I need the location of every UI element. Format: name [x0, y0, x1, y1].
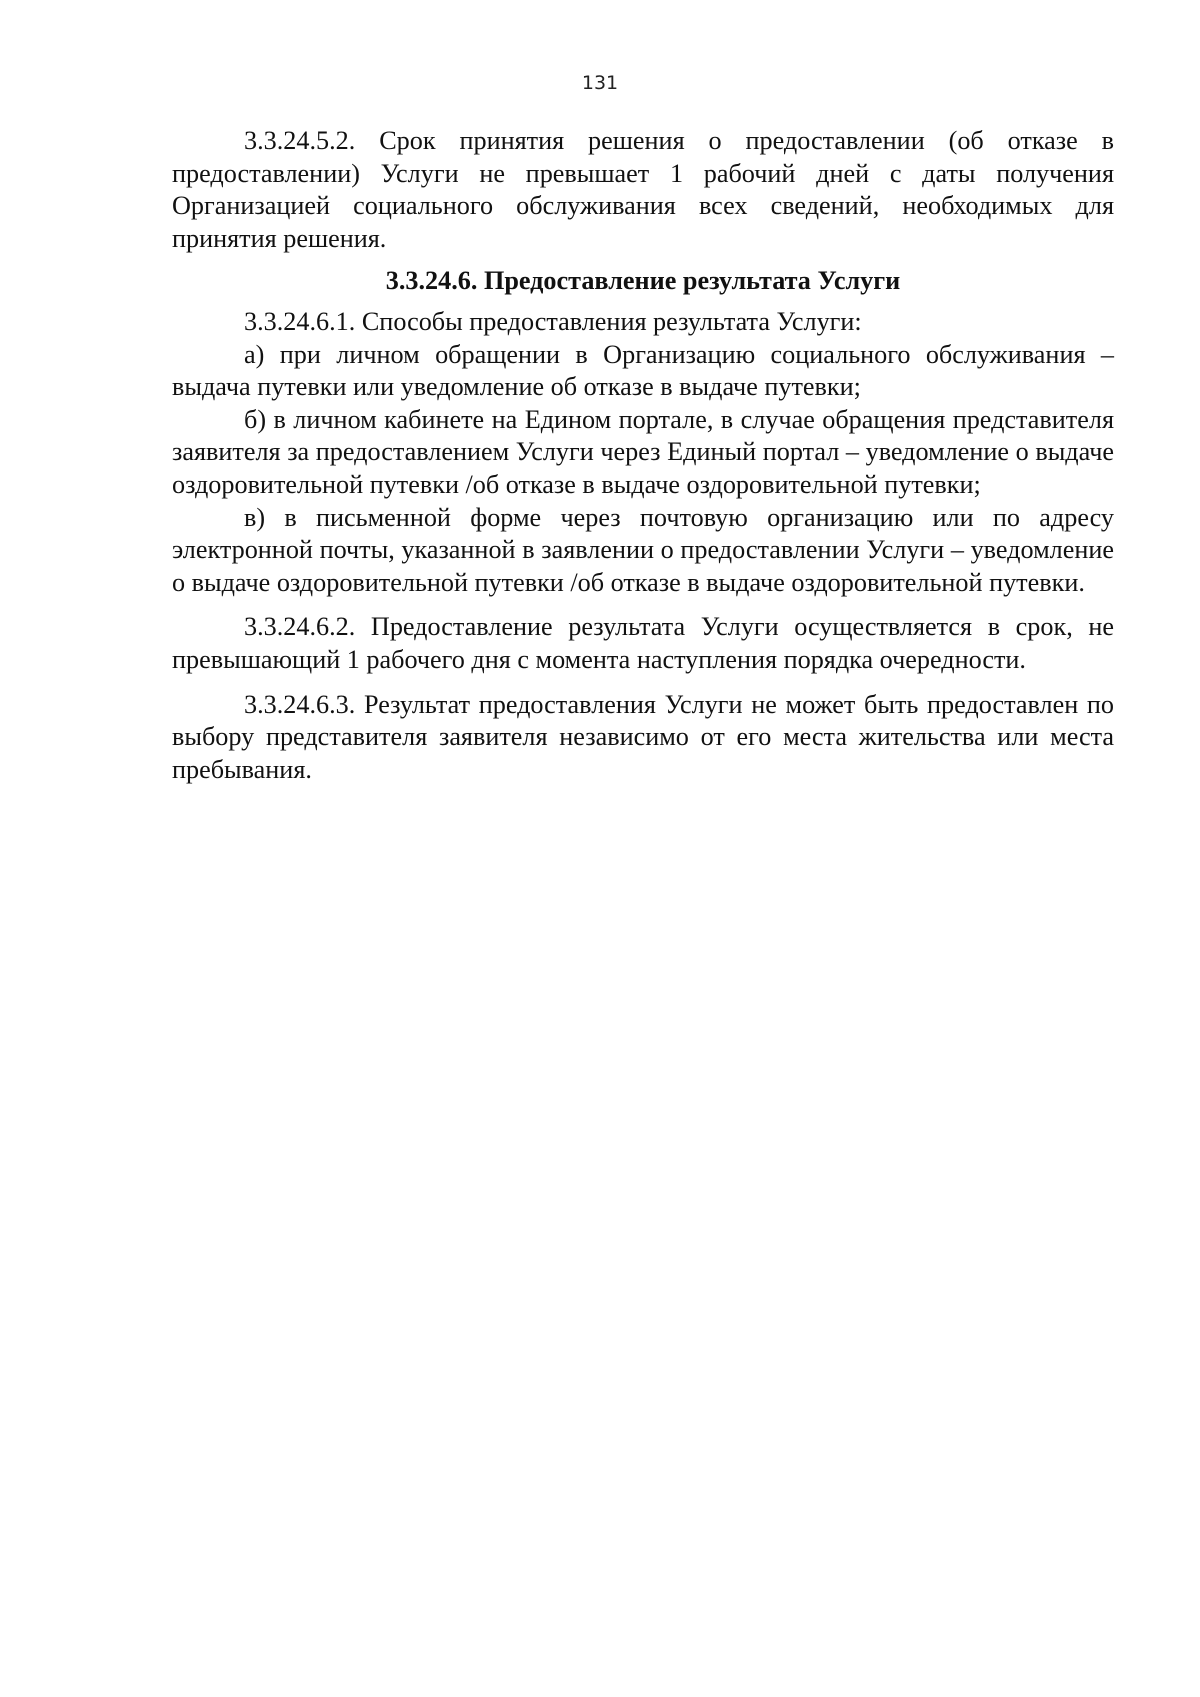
paragraph-3-3-24-6-2	[172, 611, 1114, 676]
paragraph-text: Результат предоставления Услуги не может быть предоставлен по выбору представителя заявителя независимо от его места жительства или места пребывания.	[172, 689, 1114, 784]
paragraph-3-3-24-5-2	[172, 125, 1114, 255]
paragraph-text: Способы предоставления результата Услуги:	[355, 306, 862, 336]
page-number: 131	[581, 72, 619, 94]
list-item-c: в) в письменной форме через почтовую организацию или по адресу электронной почты, указанной в заявлении о предоставлении Услуги – уведомление о выдаче оздоровительной путевки /об отказе в выдаче оздоровительной путевки.	[172, 502, 1114, 597]
paragraph-number: 3.3.24.5.2.	[244, 126, 356, 155]
paragraph-number: 3.3.24.6.3.	[244, 689, 356, 719]
list-item-b: б) в личном кабинете на Едином портале, в случае обращения представителя заявителя за предоставлением Услуги через Единый портал – уведомление о выдаче оздоровительной путевки /об отказе в выдаче оздоровительной путевки;	[172, 404, 1114, 499]
list-item-a: а) при личном обращении в Организацию социального обслуживания – выдача путевки или уведомление об отказе в выдаче путевки;	[172, 339, 1114, 402]
paragraph-number: 3.3.24.6.1.	[244, 306, 356, 336]
paragraph-3-3-24-6-3	[172, 689, 1114, 787]
paragraph-text: Предоставление результата Услуги осуществляется в срок, не превышающий 1 рабочего дня с момента наступления порядка очередности.	[172, 612, 1114, 674]
paragraph-3-3-24-6-1	[172, 306, 1114, 339]
paragraph-number: 3.3.24.6.2.	[244, 612, 356, 642]
section-heading: 3.3.24.6. Предоставление результата Услуги	[385, 266, 901, 296]
document-body	[172, 125, 1114, 786]
paragraph-text: Срок принятия решения о предоставлении (об отказе в предоставлении) Услуги не превышает 1 рабочий дней с даты получения Организацией социального обслуживания всех сведений, необходимых для принятия решения.	[172, 126, 1114, 253]
